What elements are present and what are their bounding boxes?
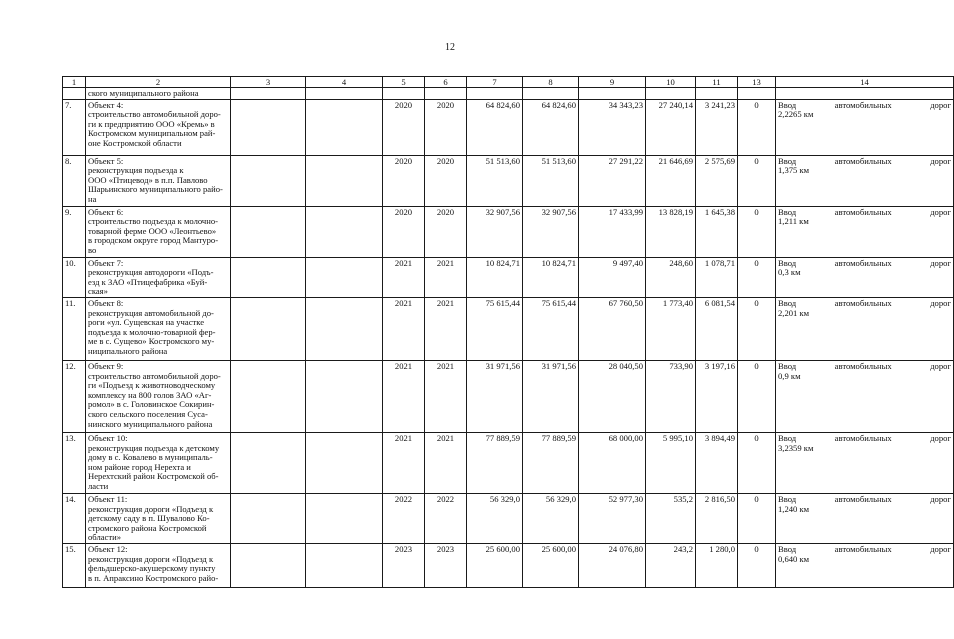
row-number: 13. xyxy=(63,432,86,493)
result-word: дорог xyxy=(930,360,951,371)
result-value: 0,9 км xyxy=(778,370,801,381)
amount-col10: 1 773,40 xyxy=(646,297,696,360)
result-value: 1,375 км xyxy=(778,165,810,176)
amount-col11: 1 645,38 xyxy=(696,206,738,257)
cell-col3 xyxy=(231,543,306,587)
cell-empty xyxy=(425,88,467,100)
cell-empty xyxy=(306,88,383,100)
amount-col8: 32 907,56 xyxy=(523,206,579,257)
table-row xyxy=(63,297,954,360)
amount-col13: 0 xyxy=(738,206,776,257)
amount-col10: 13 828,19 xyxy=(646,206,696,257)
result-word: дорог xyxy=(930,155,951,166)
result-cell xyxy=(776,360,954,432)
column-number: 7 xyxy=(467,77,523,88)
amount-col13: 0 xyxy=(738,155,776,206)
amount-col9: 52 977,30 xyxy=(579,493,646,543)
result-word: автомобильных xyxy=(834,257,892,268)
amount-col11: 3 894,49 xyxy=(696,432,738,493)
year-start: 2020 xyxy=(383,206,425,257)
result-cell xyxy=(776,206,954,257)
column-number-row xyxy=(63,77,954,88)
result-word: дорог xyxy=(930,257,951,268)
amount-col13: 0 xyxy=(738,99,776,155)
result-word: дорог xyxy=(930,99,951,110)
year-end: 2021 xyxy=(425,257,467,297)
result-heading xyxy=(778,259,951,269)
amount-col9: 27 291,22 xyxy=(579,155,646,206)
result-heading xyxy=(778,362,951,372)
page-number: 12 xyxy=(445,42,455,53)
row-number: 11. xyxy=(63,297,86,360)
object-description: Объект 12: реконструкция дороги «Подъезд к фельдшерско-акушерскому пункту в п. Апраксино Костромского райо- xyxy=(86,543,231,587)
table-row xyxy=(63,493,954,543)
result-cell xyxy=(776,155,954,206)
amount-col13: 0 xyxy=(738,297,776,360)
cell-col4 xyxy=(306,206,383,257)
amount-col10: 248,60 xyxy=(646,257,696,297)
cell-col3 xyxy=(231,257,306,297)
amount-col9: 34 343,23 xyxy=(579,99,646,155)
cell-empty xyxy=(738,88,776,100)
amount-col9: 9 497,40 xyxy=(579,257,646,297)
amount-col9: 28 040,50 xyxy=(579,360,646,432)
amount-col10: 27 240,14 xyxy=(646,99,696,155)
year-end: 2021 xyxy=(425,432,467,493)
result-word: дорог xyxy=(930,493,951,504)
year-end: 2021 xyxy=(425,297,467,360)
result-word: автомобильных xyxy=(834,493,892,504)
amount-col9: 24 076,80 xyxy=(579,543,646,587)
result-word: автомобильных xyxy=(834,360,892,371)
column-number: 3 xyxy=(231,77,306,88)
cell-empty xyxy=(63,88,86,100)
object-description: Объект 6: строительство подъезда к молочно- товарной ферме ООО «Леонтьево» в городском округе город Мантуро- во xyxy=(86,206,231,257)
result-value: 3,2359 км xyxy=(778,442,814,453)
cell-col3 xyxy=(231,99,306,155)
column-number: 10 xyxy=(646,77,696,88)
result-value: 0,640 км xyxy=(778,553,810,564)
cell-col4 xyxy=(306,493,383,543)
object-description: Объект 7: реконструкция автодороги «Подъ- езд к ЗАО «Птицефабрика «Буй- ская» xyxy=(86,257,231,297)
year-start: 2023 xyxy=(383,543,425,587)
table-row xyxy=(63,432,954,493)
year-start: 2021 xyxy=(383,257,425,297)
result-value: 2,2265 км xyxy=(778,109,814,120)
table-row xyxy=(63,99,954,155)
cell-empty xyxy=(579,88,646,100)
amount-col9: 67 760,50 xyxy=(579,297,646,360)
cell-col3 xyxy=(231,297,306,360)
column-number: 1 xyxy=(63,77,86,88)
amount-col11: 6 081,54 xyxy=(696,297,738,360)
result-word: дорог xyxy=(930,432,951,443)
amount-col13: 0 xyxy=(738,257,776,297)
column-number: 4 xyxy=(306,77,383,88)
result-word: Ввод xyxy=(778,543,797,554)
amount-col11: 3 241,23 xyxy=(696,99,738,155)
result-word: Ввод xyxy=(778,155,797,166)
year-end: 2023 xyxy=(425,543,467,587)
result-value: 1,211 км xyxy=(778,216,809,227)
result-word: Ввод xyxy=(778,297,797,308)
row-number: 12. xyxy=(63,360,86,432)
column-number: 11 xyxy=(696,77,738,88)
amount-col11: 1 280,0 xyxy=(696,543,738,587)
amount-col7: 51 513,60 xyxy=(467,155,523,206)
object-description: Объект 10: реконструкция подъезда к детскому дому в с. Ковалево в муниципаль- ном районе город Нерехта и Нерехтский район Костромской об- ласти xyxy=(86,432,231,493)
amount-col8: 31 971,56 xyxy=(523,360,579,432)
result-word: дорог xyxy=(930,543,951,554)
result-value: 2,201 км xyxy=(778,307,810,318)
result-word: автомобильных xyxy=(834,432,892,443)
cell-col3 xyxy=(231,206,306,257)
amount-col8: 51 513,60 xyxy=(523,155,579,206)
year-end: 2020 xyxy=(425,99,467,155)
result-word: Ввод xyxy=(778,99,797,110)
amount-col8: 75 615,44 xyxy=(523,297,579,360)
column-number: 5 xyxy=(383,77,425,88)
result-word: автомобильных xyxy=(834,297,892,308)
amount-col7: 75 615,44 xyxy=(467,297,523,360)
amount-col7: 56 329,0 xyxy=(467,493,523,543)
amount-col7: 31 971,56 xyxy=(467,360,523,432)
result-word: Ввод xyxy=(778,257,797,268)
cell-col3 xyxy=(231,432,306,493)
table-row xyxy=(63,257,954,297)
cell-col3 xyxy=(231,493,306,543)
column-number: 8 xyxy=(523,77,579,88)
row-number: 15. xyxy=(63,543,86,587)
amount-col9: 17 433,99 xyxy=(579,206,646,257)
table-row xyxy=(63,543,954,587)
cell-col4 xyxy=(306,99,383,155)
amount-col7: 77 889,59 xyxy=(467,432,523,493)
year-start: 2020 xyxy=(383,99,425,155)
year-end: 2021 xyxy=(425,360,467,432)
cell-empty xyxy=(696,88,738,100)
table-row xyxy=(63,360,954,432)
cell-col3 xyxy=(231,360,306,432)
column-number: 2 xyxy=(86,77,231,88)
carry-over-row xyxy=(63,88,954,100)
row-number: 7. xyxy=(63,99,86,155)
row-number: 14. xyxy=(63,493,86,543)
result-word: автомобильных xyxy=(834,155,892,166)
cell-col4 xyxy=(306,543,383,587)
amount-col13: 0 xyxy=(738,543,776,587)
result-value: 1,240 км xyxy=(778,503,810,514)
result-cell xyxy=(776,99,954,155)
cell-col3 xyxy=(231,155,306,206)
cell-empty xyxy=(383,88,425,100)
amount-col13: 0 xyxy=(738,493,776,543)
year-start: 2021 xyxy=(383,360,425,432)
cell-col4 xyxy=(306,360,383,432)
result-cell xyxy=(776,543,954,587)
year-end: 2020 xyxy=(425,206,467,257)
result-word: Ввод xyxy=(778,206,797,217)
object-description: Объект 11: реконструкция дороги «Подъезд к детскому саду в п. Шувалово Ко- стромского района Костромской области» xyxy=(86,493,231,543)
result-cell xyxy=(776,297,954,360)
cell-empty xyxy=(646,88,696,100)
amount-col10: 733,90 xyxy=(646,360,696,432)
amount-col7: 32 907,56 xyxy=(467,206,523,257)
amount-col11: 2 816,50 xyxy=(696,493,738,543)
result-value: 0,3 км xyxy=(778,267,801,278)
cell-col4 xyxy=(306,257,383,297)
amount-col10: 535,2 xyxy=(646,493,696,543)
cell-empty xyxy=(523,88,579,100)
amount-col13: 0 xyxy=(738,432,776,493)
amount-col10: 21 646,69 xyxy=(646,155,696,206)
year-end: 2020 xyxy=(425,155,467,206)
object-description: Объект 8: реконструкция автомобильной до- роги «ул. Сущевская на участке подъезда к молочно-товарной фер- ме в с. Сущево» Костромского му- ниципального района xyxy=(86,297,231,360)
cell-col4 xyxy=(306,432,383,493)
result-cell xyxy=(776,257,954,297)
row-number: 10. xyxy=(63,257,86,297)
result-word: дорог xyxy=(930,297,951,308)
result-word: Ввод xyxy=(778,493,797,504)
amount-col11: 3 197,16 xyxy=(696,360,738,432)
column-number: 6 xyxy=(425,77,467,88)
result-word: автомобильных xyxy=(834,99,892,110)
result-word: Ввод xyxy=(778,432,797,443)
amount-col8: 10 824,71 xyxy=(523,257,579,297)
cell-empty xyxy=(467,88,523,100)
row-number: 8. xyxy=(63,155,86,206)
result-word: автомобильных xyxy=(834,206,892,217)
amount-col10: 243,2 xyxy=(646,543,696,587)
year-start: 2021 xyxy=(383,432,425,493)
amount-col8: 25 600,00 xyxy=(523,543,579,587)
amount-col7: 64 824,60 xyxy=(467,99,523,155)
result-word: дорог xyxy=(930,206,951,217)
carry-over-text: ского муниципального района xyxy=(86,88,231,100)
amount-col7: 25 600,00 xyxy=(467,543,523,587)
column-number: 14 xyxy=(776,77,954,88)
amount-col10: 5 995,10 xyxy=(646,432,696,493)
cell-empty xyxy=(231,88,306,100)
amount-col11: 2 575,69 xyxy=(696,155,738,206)
column-number: 13 xyxy=(738,77,776,88)
result-cell xyxy=(776,493,954,543)
cell-col4 xyxy=(306,297,383,360)
amount-col7: 10 824,71 xyxy=(467,257,523,297)
amount-col9: 68 000,00 xyxy=(579,432,646,493)
year-start: 2022 xyxy=(383,493,425,543)
column-number: 9 xyxy=(579,77,646,88)
object-description: Объект 9: строительство автомобильной доро- ги «Подъезд к животноводческому комплексу на 800 голов ЗАО «Аг- ромол» в с. Головинское Сокирин- ского сельского поселения Суса- нинского муниципального района xyxy=(86,360,231,432)
row-number: 9. xyxy=(63,206,86,257)
object-description: Объект 5: реконструкция подъезда к ООО «Птицевод» в п.п. Павлово Шарьинского муниципального райо- на xyxy=(86,155,231,206)
amount-col11: 1 078,71 xyxy=(696,257,738,297)
cell-empty xyxy=(776,88,954,100)
object-description: Объект 4: строительство автомобильной доро- ги к предприятию ООО «Кремь» в Костромском муниципальном рай- оне Костромской области xyxy=(86,99,231,155)
amount-col8: 77 889,59 xyxy=(523,432,579,493)
amount-col13: 0 xyxy=(738,360,776,432)
table-row xyxy=(63,206,954,257)
year-end: 2022 xyxy=(425,493,467,543)
result-cell xyxy=(776,432,954,493)
year-start: 2021 xyxy=(383,297,425,360)
result-word: автомобильных xyxy=(834,543,892,554)
amount-col8: 56 329,0 xyxy=(523,493,579,543)
objects-table xyxy=(62,76,954,588)
year-start: 2020 xyxy=(383,155,425,206)
result-word: Ввод xyxy=(778,360,797,371)
cell-col4 xyxy=(306,155,383,206)
table-row xyxy=(63,155,954,206)
amount-col8: 64 824,60 xyxy=(523,99,579,155)
